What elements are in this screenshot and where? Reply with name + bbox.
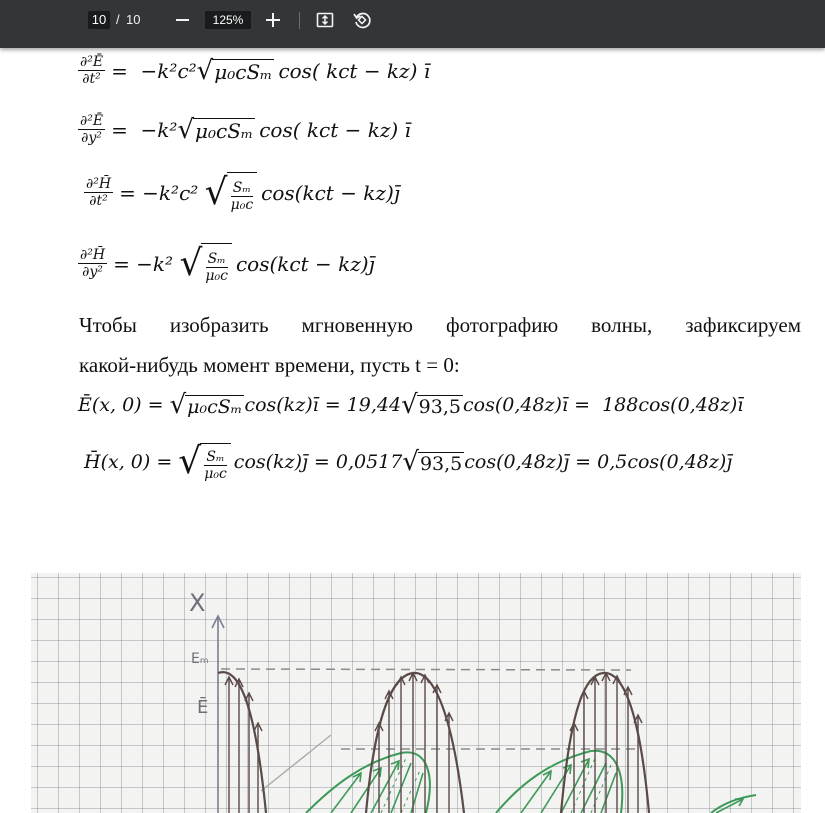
equation-tail: cos(0,48z)ī = 188cos(0,48z)ī	[462, 394, 744, 416]
zoom-level-input[interactable]: 125%	[205, 11, 251, 29]
equation-tail: cos(0,48z)j̄ = 0,5cos(0,48z)j̄	[464, 451, 733, 473]
zoom-out-icon[interactable]	[176, 19, 189, 21]
fraction-numerator: Sₘ	[207, 251, 226, 267]
fraction-denominator: ∂t²	[82, 71, 101, 87]
equation-e-dy	[78, 113, 411, 146]
square-root: √ μ₀cSₘ	[177, 114, 254, 145]
page-number-input[interactable]: 10	[88, 11, 110, 29]
equation-rhs: = −k²	[113, 251, 180, 276]
equation-h-snapshot	[84, 442, 732, 482]
pdf-toolbar	[0, 0, 825, 48]
equation-tail: cos( kct − kz) ī	[259, 117, 411, 142]
radicand-fraction	[229, 180, 256, 213]
square-root: √ μ₀cSₘ	[196, 55, 273, 86]
wave-sketch-figure	[31, 573, 801, 813]
radicand: 93,5	[418, 396, 461, 418]
fraction-denominator: μ₀c	[204, 466, 227, 482]
equation-e-snapshot	[78, 392, 743, 418]
square-root: √ $\frac{\text{Sₘ}}{\text{μ₀c}}$	[178, 442, 231, 482]
fraction	[84, 176, 113, 209]
e-field-label: Ē	[197, 697, 209, 718]
equation-lhs: H̄(x, 0) =	[84, 451, 179, 473]
fraction	[78, 54, 105, 87]
square-root: √ μ₀cSₘ	[169, 390, 243, 420]
x-axis-label: X	[189, 589, 206, 617]
radicand: μ₀cSₘ	[195, 118, 254, 143]
equation-h-dt	[84, 172, 400, 213]
fraction	[78, 247, 107, 280]
fraction-numerator: ∂²Ē	[80, 54, 104, 70]
square-root: √ 93,5	[402, 447, 463, 477]
equation-e-dt	[78, 54, 430, 87]
equation-middle: cos(kz)ī = 19,44	[244, 394, 402, 416]
fit-page-icon[interactable]	[316, 11, 334, 29]
paragraph-line-2: какой-нибудь момент времени, пусть t = 0:	[79, 353, 460, 377]
equation-rhs: = −k²	[111, 117, 178, 142]
page-separator: /	[116, 12, 120, 27]
square-root: √ $\frac{\text{Sₘ}}{\text{μ₀c}}$	[205, 172, 258, 213]
fraction-denominator: μ₀c	[205, 268, 228, 284]
equation-h-dy	[78, 243, 375, 284]
equation-tail: cos( kct − kz) ī	[278, 58, 431, 83]
equation-rhs: = −k²c²	[119, 180, 205, 205]
square-root: √ 93,5	[401, 390, 461, 420]
toolbar-divider	[299, 12, 300, 29]
square-root: √ $\frac{\text{Sₘ}}{\text{μ₀c}}$	[179, 243, 232, 284]
equation-lhs: Ē(x, 0) =	[78, 394, 170, 416]
vertical-axis	[212, 616, 224, 813]
radicand-fraction	[202, 449, 229, 482]
rotate-icon[interactable]	[352, 10, 372, 30]
radicand: μ₀cSₘ	[187, 396, 243, 418]
radicand: μ₀cSₘ	[214, 59, 273, 84]
equation-tail: cos(kct − kz)j̄	[261, 180, 400, 205]
radicand-fraction	[203, 251, 230, 284]
fraction-numerator: Sₘ	[232, 180, 251, 196]
equation-rhs: = −k²c²	[111, 58, 197, 83]
paragraph-line-1: Чтобы изобразить мгновенную фотографию волны, зафиксируем	[79, 313, 801, 337]
fraction-denominator: ∂y²	[82, 264, 103, 280]
fraction-numerator: ∂²Ē	[80, 113, 104, 129]
fraction	[78, 113, 105, 146]
fraction-numerator: ∂²H̄	[86, 176, 112, 192]
equation-tail: cos(kct − kz)j̄	[235, 251, 375, 276]
propagation-axis	[261, 735, 331, 791]
fraction-numerator: Sₘ	[206, 449, 225, 465]
total-pages: 10	[126, 12, 141, 27]
zoom-in-icon[interactable]	[266, 13, 280, 27]
fraction-denominator: μ₀c	[230, 197, 254, 213]
fraction-denominator: ∂t²	[89, 193, 108, 209]
radicand: 93,5	[419, 453, 463, 475]
equation-middle: cos(kz)j̄ = 0,0517	[233, 451, 403, 473]
amplitude-label: Eₘ	[191, 651, 209, 667]
e-field-arrows	[225, 673, 642, 813]
fraction-denominator: ∂y²	[81, 130, 102, 146]
fraction-numerator: ∂²H̄	[80, 247, 106, 263]
wave-drawing	[31, 573, 801, 813]
